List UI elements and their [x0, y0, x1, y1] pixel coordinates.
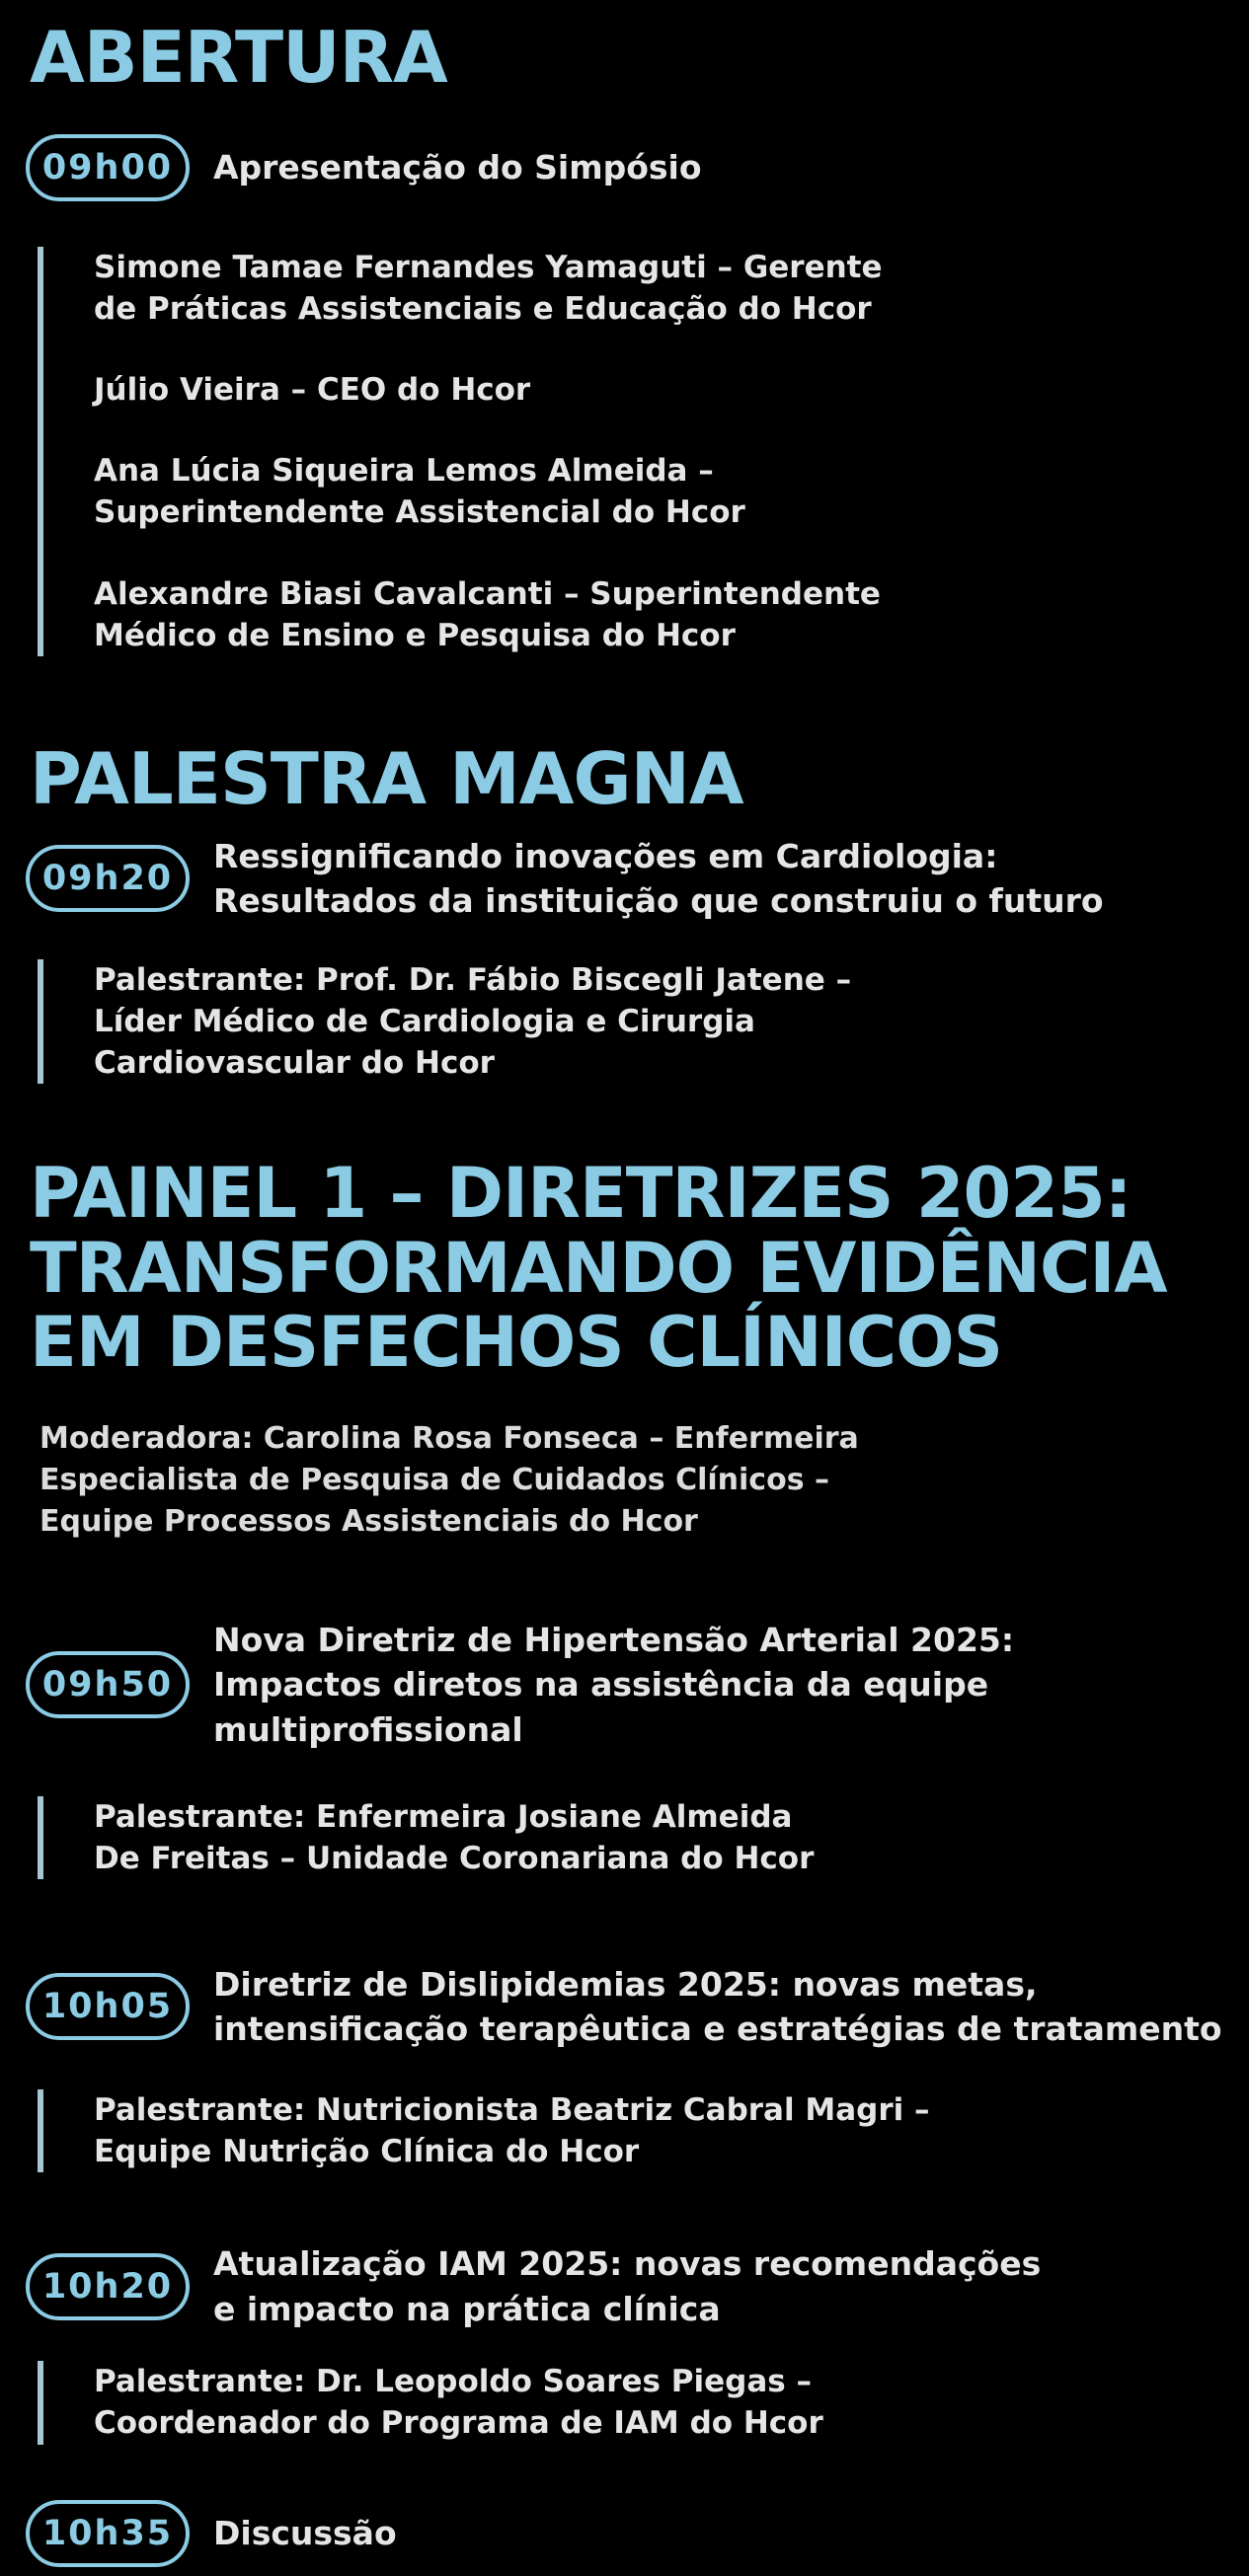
heading-line: EM DESFECHOS CLÍNICOS — [30, 1302, 1003, 1384]
session-row-opening — [26, 134, 1249, 201]
moderator-line: Moderadora: Carolina Rosa Fonseca – Enfermeira — [39, 1420, 859, 1456]
session-title-hipertensao — [213, 1618, 1249, 1753]
time-badge-10h35: 10h35 — [26, 2500, 190, 2567]
speaker-entry — [94, 450, 1249, 533]
speaker-entry — [94, 369, 1249, 411]
speaker-entry — [94, 2361, 1249, 2444]
speaker-hipertensao — [38, 1796, 1249, 1879]
session-row-discussao — [26, 2500, 1249, 2567]
panel-moderator — [39, 1418, 1249, 1543]
session-title-dislipidemias — [213, 1962, 1222, 2052]
session-title-opening: Apresentação do Simpósio — [213, 147, 702, 187]
speaker-line: Cardiovascular do Hcor — [94, 1044, 495, 1081]
time-badge-09h50: 09h50 — [26, 1651, 190, 1718]
speaker-iam — [38, 2361, 1249, 2444]
speaker-line: Júlio Vieira – CEO do Hcor — [94, 372, 531, 409]
title-line: e impacto na prática clínica — [213, 2289, 721, 2328]
title-line: Atualização IAM 2025: novas recomendações — [213, 2244, 1042, 2284]
moderator-line: Especialista de Pesquisa de Cuidados Clínicos – — [39, 1462, 829, 1497]
time-badge-10h05: 10h05 — [26, 1973, 190, 2040]
time-badge-09h00: 09h00 — [26, 134, 190, 201]
speaker-line: De Freitas – Unidade Coronariana do Hcor — [94, 1840, 815, 1876]
title-line: Resultados da instituição que construiu o futuro — [213, 881, 1104, 921]
speaker-line: Palestrante: Prof. Dr. Fábio Biscegli Jatene – — [94, 961, 852, 998]
section-heading-abertura: ABERTURA — [30, 16, 447, 99]
session-title-discussao: Discussão — [213, 2513, 397, 2552]
speaker-line: de Práticas Assistenciais e Educação do Hcor — [94, 290, 872, 327]
heading-line: TRANSFORMANDO EVIDÊNCIA — [30, 1227, 1167, 1309]
speaker-line: Equipe Nutrição Clínica do Hcor — [94, 2134, 640, 2170]
title-line: Impactos diretos na assistência da equipe multiprofissional — [213, 1665, 989, 1749]
section-heading-palestra-magna: PALESTRA MAGNA — [30, 736, 743, 820]
title-line: intensificação terapêutica e estratégias de tratamento — [213, 2009, 1222, 2049]
session-row-10h20 — [26, 2241, 1249, 2331]
session-row-09h50 — [26, 1618, 1249, 1753]
moderator-line: Equipe Processos Assistenciais do Hcor — [39, 1503, 698, 1539]
title-line: Ressignificando inovações em Cardiologia: — [213, 836, 998, 875]
title-line: Diretriz de Dislipidemias 2025: novas metas, — [213, 1964, 1038, 2004]
time-badge-10h20: 10h20 — [26, 2253, 190, 2320]
heading-line: PAINEL 1 – DIRETRIZES 2025: — [30, 1153, 1132, 1235]
opening-speakers-list — [38, 247, 1249, 656]
speaker-line: Superintendente Assistencial do Hcor — [94, 494, 745, 531]
speaker-line: Médico de Ensino e Pesquisa do Hcor — [94, 617, 736, 653]
title-line: Nova Diretriz de Hipertensão Arterial 2025: — [213, 1620, 1015, 1659]
speaker-line: Palestrante: Dr. Leopoldo Soares Piegas – — [94, 2364, 813, 2400]
session-row-palestra-magna — [26, 834, 1249, 924]
speaker-dislipidemias — [38, 2089, 1249, 2172]
speaker-entry — [94, 2089, 1249, 2172]
time-badge-09h20: 09h20 — [26, 845, 190, 912]
speaker-entry — [94, 247, 1249, 330]
palestra-magna-speaker — [38, 959, 1249, 1084]
speaker-entry — [94, 1796, 1249, 1879]
speaker-line: Ana Lúcia Siqueira Lemos Almeida – — [94, 453, 714, 490]
speaker-line: Alexandre Biasi Cavalcanti – Superintendente — [94, 575, 881, 612]
speaker-line: Palestrante: Enfermeira Josiane Almeida — [94, 1798, 793, 1835]
session-title-palestra-magna — [213, 834, 1104, 924]
session-row-10h05 — [26, 1962, 1249, 2052]
speaker-entry — [94, 573, 1249, 656]
section-heading-painel-1 — [30, 1153, 1249, 1384]
speaker-line: Líder Médico de Cardiologia e Cirurgia — [94, 1003, 755, 1039]
speaker-line: Palestrante: Nutricionista Beatriz Cabral Magri – — [94, 2091, 930, 2128]
session-title-iam — [213, 2241, 1041, 2331]
speaker-entry — [94, 959, 1249, 1084]
speaker-line: Coordenador do Programa de IAM do Hcor — [94, 2405, 823, 2442]
speaker-line: Simone Tamae Fernandes Yamaguti – Gerente — [94, 249, 883, 285]
